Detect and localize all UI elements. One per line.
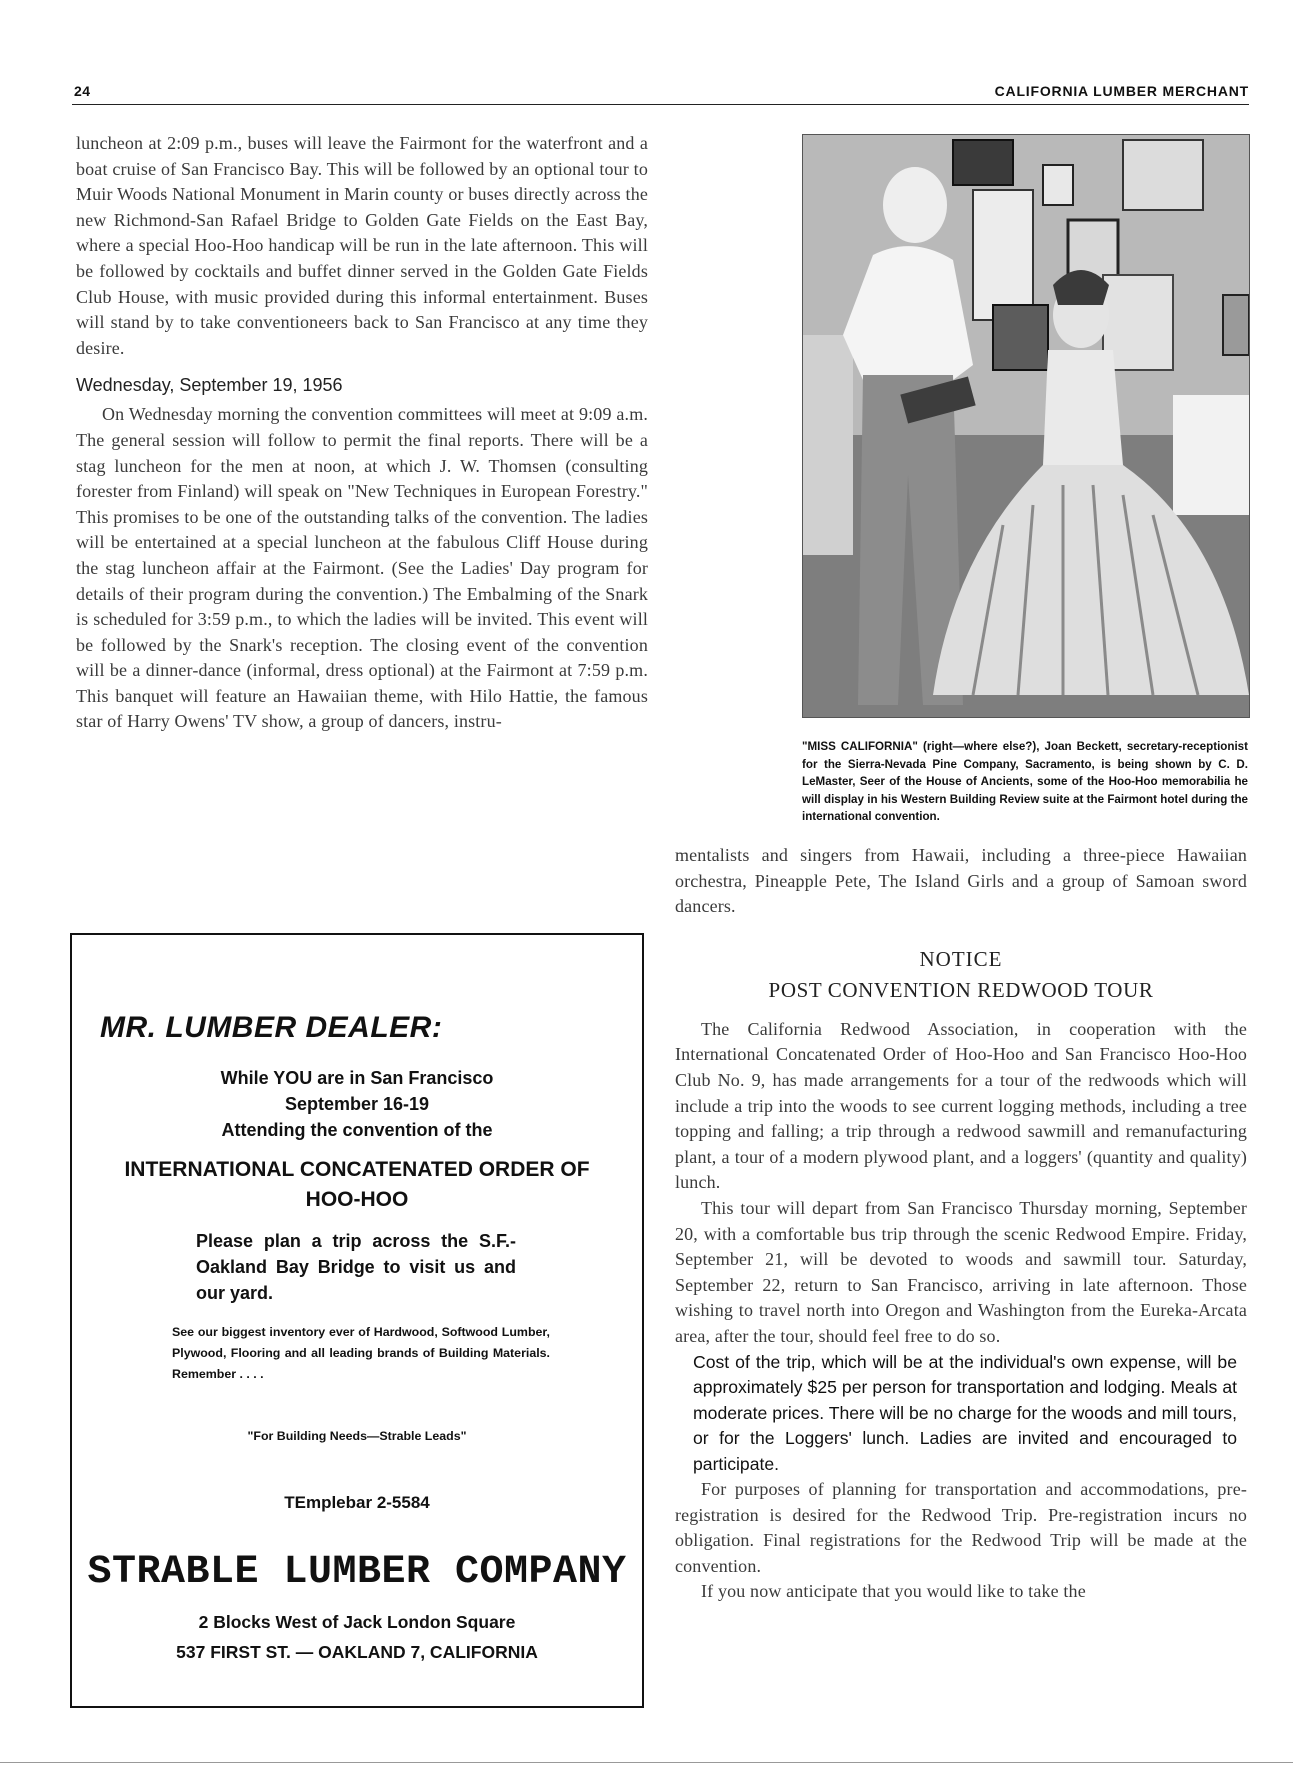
paragraph-continuation: mentalists and singers from Hawaii, including a three-piece Hawaiian orchestra, Pineapple Pete, The Island Girls and a group of Samoan sword dancers. [675, 845, 1247, 917]
ad-phone: TEmplebar 2-5584 [284, 1493, 430, 1512]
paragraph-wednesday: On Wednesday morning the convention committees will meet at 9:09 a.m. The general session will follow to permit the final reports. There will be a stag luncheon for the men at noon, at which J. W. Thomsen (consulting forester from Finland) will speak on "New Techniques in European Forestry." This promises to be one of the outstanding talks of the convention. The ladies will be entertained at a special luncheon at the fabulous Cliff House during the stag luncheon affair at the Fairmont. (See the Ladies' Day program for details of their program during the convention.) The Embalming of the Snark is scheduled for 3:59 p.m., to which the ladies will be invited. This event will be followed by the Snark's reception. The closing event of the convention will be a dinner-dance (informal, dress optional) at the Fairmont at 7:59 p.m. This banquet will feature an Hawaiian theme, with Hilo Hattie, the famous star of Harry Owens' TV show, a group of dancers, instru- [76, 404, 648, 732]
ad-location: 2 Blocks West of Jack London Square [198, 1612, 516, 1632]
notice-subtitle: POST CONVENTION REDWOOD TOUR [768, 977, 1154, 1002]
header-rule [72, 104, 1249, 105]
paragraph-anticipate: If you now anticipate that you would like to take the [701, 1581, 1086, 1602]
ad-line-dates: September 16-19 [284, 1094, 430, 1114]
paragraph-tour-departure: This tour will depart from San Francisco Thursday morning, September 20, with a comfortable bus trip through the scenic Redwood Empire. Friday, September 21, will be devoted to woods and sawmill tour. Saturday, September 22, return to San Francisco, arriving in late afternoon. Those wishing to travel north into Oregon and Washington from the Eureka-Arcata area, after the tour, should feel free to do so. [675, 1197, 1247, 1346]
left-column [76, 131, 648, 735]
ad-intro [72, 1065, 642, 1143]
ad-line-attending: Attending the convention of the [221, 1120, 493, 1140]
notice-title: NOTICE [919, 946, 1003, 971]
ad-order-name [72, 1155, 642, 1215]
ad-company-name: STRABLE LUMBER COMPANY [87, 1550, 627, 1595]
ad-order-line2: HOO-HOO [305, 1188, 409, 1211]
publication-title: CALIFORNIA LUMBER MERCHANT [994, 83, 1249, 99]
ad-plan-trip: Please plan a trip across the S.F.-Oakland Bay Bridge to visit us and our yard. [196, 1231, 516, 1303]
paragraph-redwood-association: The California Redwood Association, in cooperation with the International Concatenated Order of Hoo-Hoo and San Francisco Hoo-Hoo Club No. 9, has made arrangements for a tour of the redwoods which will include a trip into the woods to see current logging methods, including a tree topping and falling; a trip through a redwood sawmill and remanufacturing plant, a tour of a modern plywood plant, and a loggers' (quantity and quality) lunch. [675, 1018, 1247, 1193]
ad-inventory: See our biggest inventory ever of Hardwood, Softwood Lumber, Plywood, Flooring and all leading brands of Building Materials. Remember . . . . [172, 1325, 550, 1381]
photo-illustration [803, 135, 1249, 717]
paragraph-preregistration: For purposes of planning for transportation and accommodations, pre-registration is desired for the Redwood Trip. Pre-registration incurs no obligation. Final registrations for the Redwood Trip will be made at the convention. [675, 1479, 1247, 1576]
convention-photo [802, 134, 1250, 718]
page-number: 24 [74, 83, 91, 99]
ad-order-line1: INTERNATIONAL CONCATENATED ORDER OF [124, 1158, 590, 1181]
photo-caption: "MISS CALIFORNIA" (right—where else?), Joan Beckett, secretary-receptionist for the Sierra-Nevada Pine Company, Sacramento, is being shown by C. D. LeMaster, Seer of the House of Ancients, some of the Hoo-Hoo memorabilia he will display in his Western Building Review suite at the Fairmont hotel during the international convention. [802, 740, 1248, 824]
page-bottom-edge [0, 1762, 1293, 1763]
ad-address: 537 FIRST ST. — OAKLAND 7, CALIFORNIA [176, 1642, 538, 1662]
ad-slogan: "For Building Needs—Strable Leads" [247, 1429, 467, 1443]
paragraph-cost: Cost of the trip, which will be at the individual's own expense, will be approximately $25 per person for transportation and lodging. Meals at moderate prices. There will be no charge for the woods and mill tours, or for the Loggers' lunch. Ladies are invited and encouraged to participate. [693, 1351, 1237, 1474]
ad-headline: MR. LUMBER DEALER: [100, 1011, 443, 1044]
strable-lumber-advertisement [70, 933, 644, 1708]
right-column [675, 843, 1247, 1605]
wednesday-heading: Wednesday, September 19, 1956 [76, 375, 343, 396]
ad-line-while: While YOU are in San Francisco [220, 1068, 494, 1088]
paragraph-luncheon: luncheon at 2:09 p.m., buses will leave the Fairmont for the waterfront and a boat cruise of San Francisco Bay. This will be followed by an optional tour to Muir Woods National Monument in Marin county or buses directly across the new Richmond-San Rafael Bridge to Golden Gate Fields on the East Bay, where a special Hoo-Hoo handicap will be run in the late afternoon. This will be followed by cocktails and buffet dinner served in the Golden Gate Fields Club House, with music provided during this informal entertainment. Buses will stand by to take conventioneers back to San Francisco at any time they desire. [76, 133, 648, 358]
